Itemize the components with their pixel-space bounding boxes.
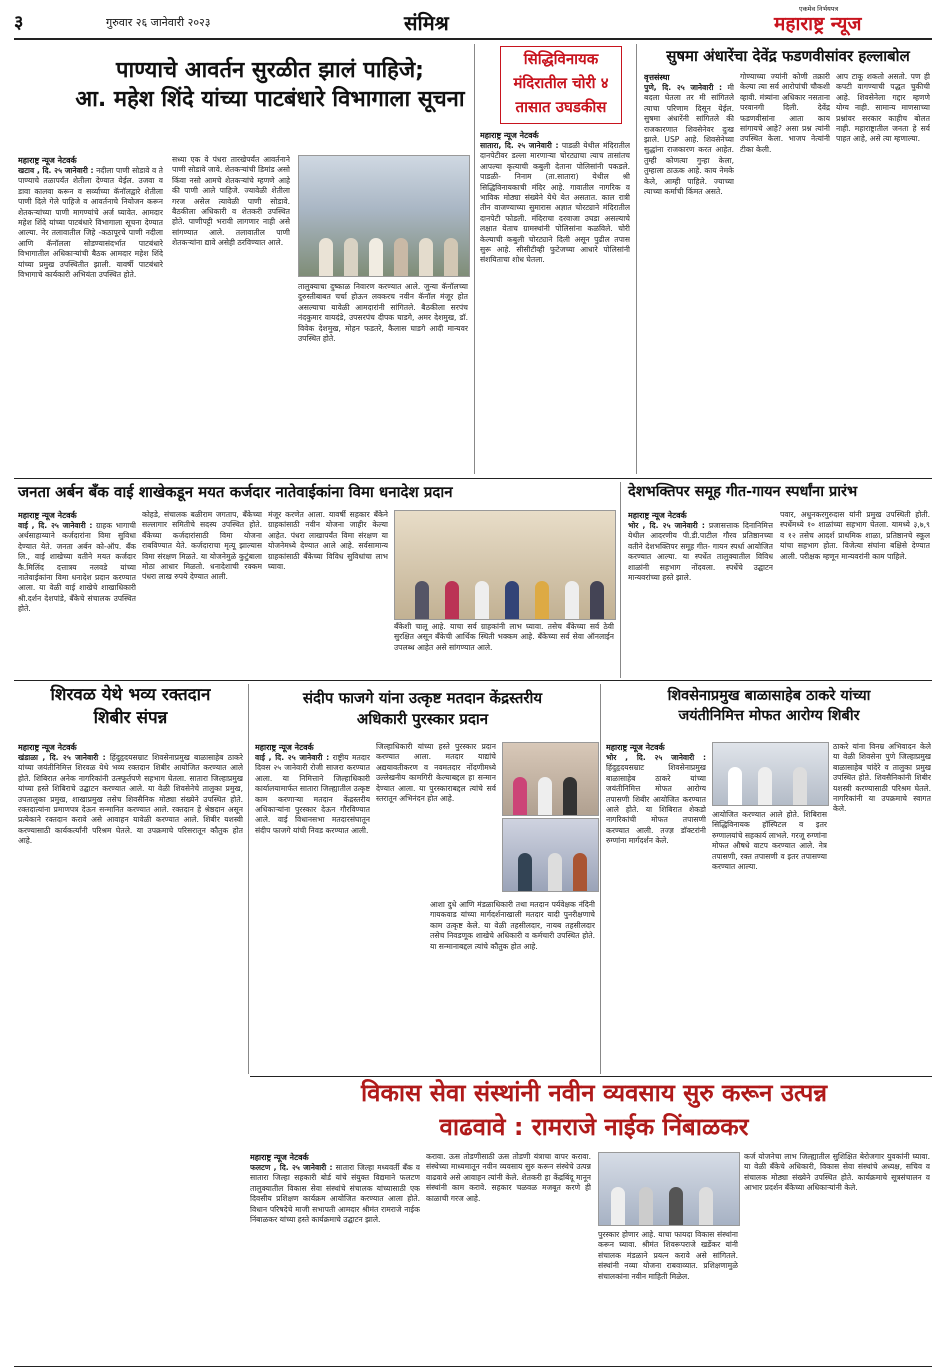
article1-col3 [298, 282, 468, 472]
article8-byline: महाराष्ट्र न्यूज नेटवर्क [606, 743, 665, 752]
article9-col2 [426, 1152, 591, 1364]
article4-headline: जनता अर्बन बँक वाई शाखेकडून मयत कर्जदार नातेवाईकांना विमा धनादेश प्रदान [18, 483, 453, 501]
article7-photo [502, 742, 599, 816]
article3-dateline: पुणे, दि. २५ जानेवारी : [644, 83, 723, 92]
article1-headline-line2: आ. महेश शिंदे यांच्या पाटबंधारे विभागाला सूचना [75, 87, 465, 113]
article2-text: पाडळी येथील मंदिरातील दानपेटीवर डल्ला मारणाऱ्या चोरट्याचा त्याच तासांतच आपल्या कृत्याची कबुली देताना पोलिसांनी पकडले. पाडळी- निनाम (ता.सातारा) येथील श्री सिद्धिविनायकाची मंदिर आहे. गावातील नागरिक व भाविक मोठ्या संख्येने येथे येत असतात. काल रात्री तीन वाजण्याच्या सुमारास अज्ञात चोरट्याने मंदिरातील दानपेटी फोडली. मंदिराचा दरवाजा उघडा असल्याचे लक्षात येताच ग्रामस्थांनी पोलिसांना कळविले. चोरी केल्याची कबुली चोरट्याने दिली असून पुढील तपास सुरू आहे. सीसीटीव्ही फुटेजच्या आधारे पोलिसांनी संशयिताचा शोध घेतला. [480, 141, 630, 265]
article2-headline-line1: सिद्धिविनायक [523, 50, 599, 68]
article2-headline [500, 46, 622, 124]
section-rule [14, 478, 932, 479]
article1-photo [298, 155, 470, 277]
article8-photo [712, 742, 829, 806]
article4-text-col1: ग्राहक भागाची अर्थसाहाय्याने कर्जदारांना विमा सुविधा देण्यात येते. जनता अर्बन को-ऑप. बँक लि., वाई शाखेच्या वतीने मयत कर्जदार कै.मिलिंद दत्तात्रय नलवडे यांच्या नातेवाईकांना विमा धनादेश प्रदान करण्यात आला. या वेळी वाई शाखेचे शाखाधिकारी श्री.दर्शन देशपांडे, बँकेचे संचालक उपस्थित होते. [18, 521, 136, 614]
article7-headline-line2: अधिकारी पुरस्कार प्रदान [356, 710, 489, 729]
article5-text-col1: प्रजासत्ताक दिनानिमित्त येथील आदरणीय पी.डी.पाटील गौरव प्रतिष्ठानच्या वतीने देशभक्तिपर समूह गीत- गायन स्पर्धा आयोजित करण्यात आल्या. या स्पर्धेत तालुक्यातील विविध शाळांनी सहभाग नोंदवला. स्पर्धेचे उद्घाटन मान्यवरांच्या हस्ते झाले. [628, 521, 773, 583]
article1-text-col1: नदीला पाणी सोडावे व ते पाण्याचे तळापर्यंत शेतीला देण्यात येईल. उजवा व डावा कालवा करून व सर्व्याच्या कॅनॉलद्वारे शेतीला पाणी दिले गेले पाहिजे व आवर्तनाचे नियोजन करून शेतकऱ्यांच्या पाणी मागण्यांचे अर्ज घ्यावेत. आमदार महेश शिंदे यांच्या पाटबंधारे विभागाला सूचना देण्यात आल्या. नेर तलावातील जिहे -कठापूरचे पाणी नदीला आणि कॅनॉलला सोडण्यासंदर्भात पाटबंधारे विभागातील अधिकाऱ्यांची बैठक आमदार महेश शिंदे यांच्या प्रमुख उपस्थितीत झाली. यावर्षी पाटबंधारे विभागाचे कार्यकारी अभियंता उपस्थित होते. [18, 166, 163, 280]
article1-text-col2: सध्या एक वे पंधरा तारखेपर्यंत आवर्तनाने पाणी सोडावे जावे. शेतकऱ्यांची डिमांड असो किंवा नसो आमचे शेतकऱ्यांचे म्हणणे आहे की पाणी आले पाहिजे. ज्यावेळी शेतीला गरज असेल त्यावेळी पाणी सोडावे. बैठकीला अधिकारी व शेतकरी उपस्थित होते. पाणीपट्टी भरावी लागणार नाही असे सांगण्यात आले. तलावातील पाणी शेतकऱ्यांना द्यावे असेही ठरविण्यात आले. [172, 155, 290, 248]
article6-headline-line2: शिबीर संपन्न [93, 707, 168, 728]
article7-text-col1: राष्ट्रीय मतदार दिवस २५ जानेवारी रोजी साजरा करण्यात आला. या निमित्ताने जिल्हाधिकारी कार्यालयामार्फत सातारा जिल्ह्यातील उत्कृष्ट काम करणाऱ्या मतदान केंद्रस्तरीय अधिकाऱ्यांना पुरस्कार देऊन गौरविण्यात आले. वाई विधानसभा मतदारसंघातून संदीप फाजगे यांची निवड करण्यात आली. [255, 753, 370, 835]
article6-byline: महाराष्ट्र न्यूज नेटवर्क [18, 743, 77, 752]
page-bottom-rule [14, 1366, 932, 1367]
article2-headline-line2: मंदिरातील चोरी ४ [513, 74, 609, 92]
article1-headline [70, 58, 470, 113]
article7-text-col3: आशा दुधे आणि मंडळाधिकारी तथा मतदान पर्यवेक्षक नंदिनी गायकवाड यांच्या मार्गदर्शनाखाली मतदार यादी पुनरीक्षणाचे काम उत्कृष्ट केले. या वेळी तहसीलदार, नायब तहसीलदार तसेच निवडणूक शाखेचे अधिकारी व कर्मचारी उपस्थित होते. या सन्मानाबद्दल त्यांचे कौतुक होत आहे. [430, 900, 595, 951]
masthead-rule [14, 38, 932, 40]
article4-col3 [268, 510, 388, 675]
brand-tagline: एकमेव निर्भयपत्र [799, 5, 839, 13]
article3-col2 [740, 72, 830, 472]
article5-byline: महाराष्ट्र न्यूज नेटवर्क [628, 511, 687, 520]
article9-text-col4: कर्ज योजनेचा लाभ जिल्ह्यातील सुशिक्षित बेरोजगार युवकांनी घ्यावा. या वेळी बँकेचे अधिकारी, विकास सेवा संस्थांचे अध्यक्ष, सचिव व संचालक मोठ्या संख्येने उपस्थित होते. कार्यक्रमाचे सूत्रसंचालन व आभार प्रदर्शन बँकेच्या अधिकाऱ्यांनी केले. [744, 1152, 930, 1193]
article5-headline: देशभक्तिपर समूह गीत-गायन स्पर्धांना प्रारंभ [628, 484, 858, 500]
article9-dateline: फलटण , दि. २५ जानेवारी : [250, 1163, 333, 1172]
article4-byline: महाराष्ट्र न्यूज नेटवर्क [18, 511, 77, 520]
column-rule [620, 482, 621, 678]
article2-byline: महाराष्ट्र न्यूज नेटवर्क [480, 131, 539, 140]
article4-text-col2: कोहडे, संचालक बळीराम जगताप, बँकेच्या सल्लागार समितीचे सदस्य उपस्थित होते. बँकेच्या कर्जदारांसाठी विमा योजना राबविण्यात येते. कर्जदाराचा मृत्यू झाल्यास विमा संरक्षण मिळते. या योजनेमुळे कुटुंबाला मोठा आधार मिळतो. धनादेशाची रक्कम पंधरा लाख रुपये देण्यात आली. [142, 510, 262, 582]
article8-col3 [833, 742, 931, 1072]
article9-text-col2: करावा. ऊस तोडणीसाठी ऊस तोडणी यंत्राचा वापर करावा. संस्थेच्या माध्यमातून नवीन व्यवसाय सुरु करून संस्थेचे उत्पन्न वाढवावे असे आवाहन त्यांनी केले. शेतकरी हा केंद्रबिंदू मानून संस्थांनी काम करावे. सहकार चळवळ मजबूत करणे ही काळाची गरज आहे. [426, 1152, 591, 1203]
article4-dateline: वाई , दि. २५ जानेवारी : [18, 521, 93, 530]
article9-col3 [598, 1230, 738, 1364]
article4-col2 [142, 510, 262, 675]
article1-text-col3: तालुक्याचा दुष्काळ निवारण करण्यात आले. जुन्या कॅनॉलच्या दुरुस्तीबाबत चर्चा होऊन लवकरच नवीन कॅनॉल मंजूर होत असल्याचा यावेळी आमदारांनी सांगितले. बैठकीला सरपंच नंदकुमार वायदंडे, उपसरपंच दीपक घाडगे, अमर देशमुख, डॉ. विवेक देशमुख, मोहन फडतरे, कैलास घाडगे आदी मान्यवर उपस्थित होते. [298, 282, 468, 344]
article9-headline [258, 1080, 930, 1141]
article7-col1 [255, 742, 370, 1072]
article2-dateline: सातारा, दि. २५ जानेवारी : [480, 141, 559, 150]
article4-text-col3: मंजूर करणेत आला. यावर्षी सहकार बँकेने ग्राहकांसाठी नवीन योजना जाहीर केल्या आहेत. पंधरा लाखापर्यंत विमा संरक्षण या योजनेमध्ये देण्यात आले आहे. सर्वसामान्य ग्राहकांसाठी बँकेच्या विविध सुविधांचा लाभ घ्यावा. [268, 510, 388, 572]
article7-dateline: वाई , दि. २५ जानेवारी : [255, 753, 330, 762]
article9-text-col3: पुरस्कार होणार आहे. याचा फायदा विकास संस्थांना करून घ्यावा. श्रीमंत शिवरूपराजे खर्डेकर यांनी संचालक मंडळाने प्रयत्न करावे असे सांगितले. संस्थांनी नव्या योजना राबवाव्यात. प्रशिक्षणामुळे संचालकांना नवीन माहिती मिळेल. [598, 1230, 738, 1281]
article3-headline: सुषमा अंधारेंचा देवेंद्र फडणवीसांवर हल्लाबोल [666, 47, 910, 65]
article9-headline-line2: वाढवावे : रामराजे नाईक निंबाळकर [439, 1112, 749, 1141]
article5-col2 [780, 510, 930, 675]
page-number: ३ [14, 12, 24, 33]
article5-text-col2: पवार, अधुनकरगुरुदास यांनी प्रमुख उपस्थिती होती. स्पर्धेमध्ये १० शाळांच्या सहभाग घेतला. यामध्ये ३,७,९ व १२ तसेच आदर्श प्राथमिक शाळा, प्रतिष्ठानचे स्कूल यांचा सहभाग होता. विजेत्या संघांना बक्षिसे देण्यात आली. परीक्षक म्हणून मान्यवरांनी काम पाहिले. [780, 510, 930, 561]
article1-byline: महाराष्ट्र न्यूज नेटवर्क [18, 156, 77, 165]
article8-headline-line1: शिवसेनाप्रमुख बाळासाहेब ठाकरे यांच्या [667, 688, 871, 704]
article4-text-col4: बँकेशी चालू आहे. याचा सर्व ग्राहकांनी लाभ घ्यावा. तसेच बँकेच्या सर्व ठेवी सुरक्षित असून बँकेची आर्थिक स्थिती भक्कम आहे. बँकेच्या सर्व सेवा ऑनलाईन उपलब्ध आहेत असे सांगण्यात आले. [394, 622, 614, 652]
article7-col3 [430, 900, 595, 1072]
article1-dateline: खटाव , दि. २५ जानेवारी : [18, 166, 94, 175]
article3-col1 [644, 72, 734, 472]
article4-col1 [18, 510, 136, 675]
article2-headline-line3: तासात उघडकीस [515, 98, 607, 116]
issue-date: गुरुवार २६ जानेवारी २०२३ [106, 16, 211, 29]
article2-body [480, 130, 630, 472]
masthead [14, 5, 932, 38]
article8-text-col2: आयोजित करण्यात आले होते. शिबिरास सिद्धिविनायक हॉस्पिटल व इतर रुग्णालयांचे सहकार्य लाभले. गरजू रुग्णांना मोफत औषधे वाटप करण्यात आले. नेत्र तपासणी, रक्त तपासणी व इतर तपासण्या करण्यात आल्या. [712, 810, 827, 872]
article1-col1 [18, 155, 163, 470]
article1-col2 [172, 155, 290, 470]
article9-text-col1: सातारा जिल्हा मध्यवर्ती बँक व सातारा जिल्हा सहकारी बोर्ड यांचे संयुक्त विद्यमाने फलटण तालुक्यातील विकास सेवा संस्थांचे संचालक यांच्यासाठी एक दिवसीय प्रशिक्षण कार्यक्रम आयोजित करण्यात आला होते. विधान परिषदेचे माजी सभापती आमदार श्रीमंत रामराजे नाईक निंबाळकर यांच्या हस्ते कार्यक्रमाचे उद्घाटन झाले. [250, 1163, 420, 1225]
article8-headline-line2: जयंतीनिमित्त मोफत आरोग्य शिबीर [678, 707, 860, 724]
column-rule [248, 684, 249, 1074]
article8-dateline: भोर , दि. २५ जानेवारी : [606, 753, 706, 762]
section-rule [250, 1076, 932, 1077]
article3-text-col3: आप टाकू शकतो असतो. पण ही कपटी वागण्याची पद्धत चुकीची आहे. शिवसेनेला गद्दार म्हणणे योग्य नाही. सामान्य माणसाच्या प्रश्नांवर सरकार काहीच बोलत नाही. महाराष्ट्रातील जनता हे सर्व पाहत आहे, असे त्या म्हणाल्या. [836, 72, 930, 144]
article5-dateline: भोर , दि. २५ जानेवारी : [628, 521, 705, 530]
article4-photo [394, 510, 616, 620]
article6-headline-line1: शिरवळ येथे भव्य रक्तदान [50, 685, 211, 705]
article9-photo [598, 1152, 740, 1226]
article7-photo2 [502, 818, 599, 892]
article3-byline: वृत्तसंस्था [644, 73, 670, 82]
section-rule [14, 680, 932, 681]
column-rule [600, 684, 601, 1074]
article8-text-col1: हिंदुहृदयसम्राट शिवसेनाप्रमुख बाळासाहेब ठाकरे यांच्या जयंतीनिमित्त मोफत आरोग्य तपासणी शिबीर आयोजित करण्यात आले होते. या शिबिरात शेकडो नागरिकांची मोफत तपासणी करण्यात आली. तज्ज्ञ डॉक्टरांनी रुग्णांना मार्गदर्शन केले. [606, 763, 706, 846]
column-rule [474, 44, 475, 474]
article1-headline-line1: पाण्याचे आवर्तन सुरळीत झालं पाहिजे; [116, 58, 424, 83]
section-title: संमिश्र [404, 11, 449, 35]
article3-text-col2: गोण्याच्या ज्यांनी कोणी तक्रारी केल्या त्या सर्व आरोपांची चौकशी व्हावी. मंत्र्यांना अधिकार नसताना परवानगी दिली. देवेंद्र फडणवीसांना आता काय सांगायचे आहे? असा प्रश्न त्यांनी उपस्थित केला. भाजप नेत्यांनी टीका केली. [740, 72, 830, 154]
article6-text: हिंदुहृदयसम्राट शिवसेनाप्रमुख बाळासाहेब ठाकरे यांच्या जयंतीनिमित्त शिरवळ येथे भव्य रक्तदान शिबीर आयोजित करण्यात आले होते. शिबिरात अनेक नागरिकांनी उत्स्फूर्तपणे सहभाग घेतला. सातारा जिल्हाप्रमुख यांच्या हस्ते शिबिराचे उद्घाटन करण्यात आले. या वेळी शिवसेनेचे तालुका प्रमुख, उपतालुका प्रमुख, शाखाप्रमुख तसेच शिवसैनिक मोठ्या संख्येने उपस्थित होते. रक्तदात्यांना प्रमाणपत्र देऊन सन्मानित करण्यात आले. रक्तदान हे श्रेष्ठदान असून प्रत्येकाने रक्तदान करावे असे आवाहन यावेळी करण्यात आले. शिबीर यशस्वी करण्यासाठी कार्यकर्त्यांनी परिश्रम घेतले. या उपक्रमाचे परिसरातून कौतुक होत आहे. [18, 753, 243, 846]
article9-col1 [250, 1152, 420, 1364]
article9-col4 [744, 1152, 930, 1364]
article3-col3 [836, 72, 930, 472]
column-rule [636, 44, 637, 474]
article8-text-col3: ठाकरे यांना विनम्र अभिवादन केले या वेळी शिवसेना पुणे जिल्हाप्रमुख बाळासाहेब चांदेरे व तालुका प्रमुख उपस्थित होते. शिवसैनिकांनी शिबीर यशस्वी करण्यासाठी परिश्रम घेतले. नागरिकांनी या उपक्रमाचे स्वागत केले. [833, 742, 931, 814]
article6-body [18, 742, 243, 1072]
brand-logo: महाराष्ट्र न्यूज [774, 13, 862, 35]
article6-dateline: खंडाळा , दि. २५ जानेवारी : [18, 753, 106, 762]
article3-text-col1: मी बदला घेतला तर मी सांगितले त्याचा परिणाम दिसून येईल. सुषमा अंधारेंनी सांगितले की राजकारणात शिवसेनेवर दुःख झाले. USP आहे. शिवसेनेच्या सुद्धांना राजकारण करत आहेत. तुम्ही कोणत्या गुन्हा केला, तुम्हाला ठाऊक आहे. काय नेमके केले, आम्ही पाहिले. ज्याच्या त्याच्या कर्माची किंमत असते. [644, 83, 734, 197]
article5-col1 [628, 510, 773, 675]
article9-headline-line1: विकास सेवा संस्थांनी नवीन व्यवसाय सुरु करून उत्पन्न [360, 1079, 828, 1107]
article7-text-col2: जिल्हाधिकारी यांच्या हस्ते पुरस्कार प्रदान करण्यात आला. मतदार याद्यांचे अद्ययावतीकरण व नवमतदार नोंदणीमध्ये उल्लेखनीय कामगिरी केल्याबद्दल हा सन्मान देण्यात आला. या पुरस्काराबद्दल त्यांचे सर्व स्तरातून अभिनंदन होत आहे. [376, 742, 496, 804]
article7-headline-line1: संदीप फाजगे यांना उत्कृष्ट मतदान केंद्रस्तरीय [302, 689, 543, 707]
article6-headline [18, 686, 243, 728]
article8-col1 [606, 742, 706, 1072]
article7-headline [255, 690, 590, 729]
article7-byline: महाराष्ट्र न्यूज नेटवर्क [255, 743, 314, 752]
article8-col2 [712, 810, 827, 1072]
article9-byline: महाराष्ट्र न्यूज नेटवर्क [250, 1153, 309, 1162]
article4-col4 [394, 622, 614, 674]
article8-headline [606, 688, 932, 724]
